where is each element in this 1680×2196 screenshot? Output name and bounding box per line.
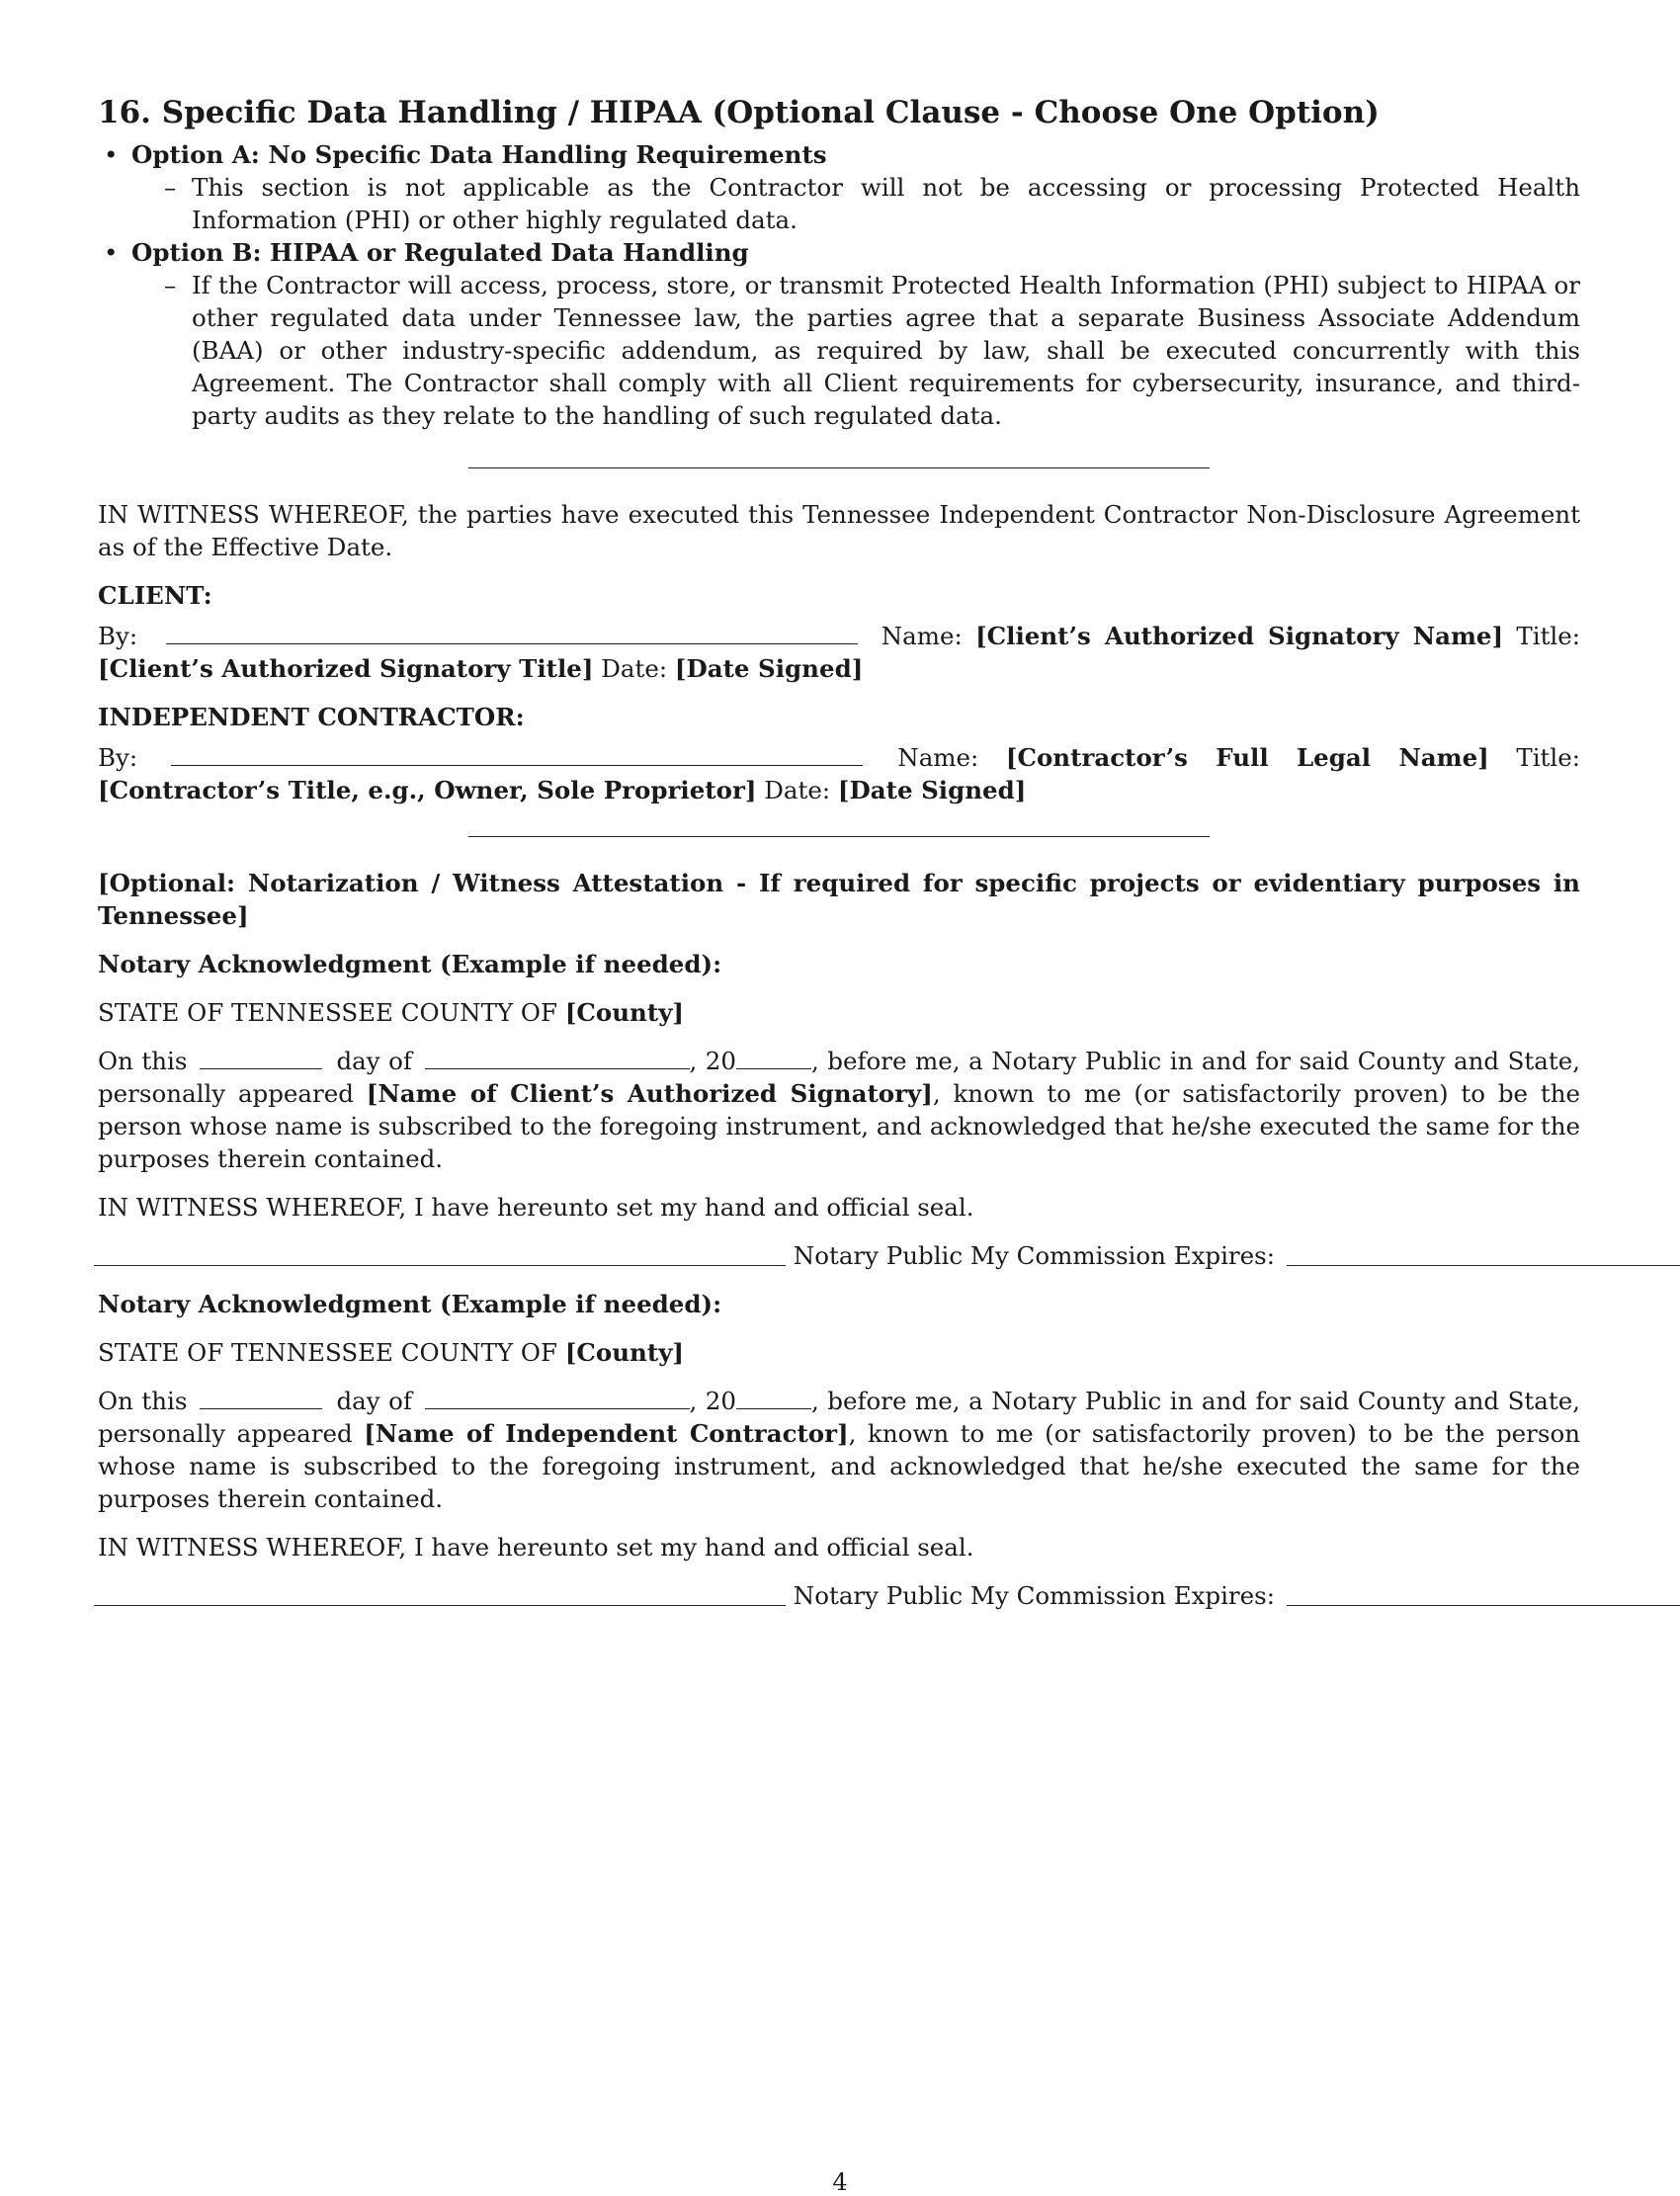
year-blank[interactable] [736, 1047, 811, 1069]
notary-signature-blank[interactable] [94, 1583, 786, 1606]
section-number: 16. [98, 95, 151, 130]
day-blank[interactable] [200, 1047, 322, 1069]
client-signature-line[interactable] [166, 622, 858, 644]
day-blank[interactable] [200, 1387, 322, 1409]
notary-heading: Notary Acknowledgment (Example if needed): [98, 1290, 722, 1318]
optional-heading: [Optional: Notarization / Witness Attestation - If required for specific projects or evidentiary purposes in Tennessee] [98, 869, 1580, 930]
year-blank[interactable] [736, 1387, 811, 1409]
option-a [131, 138, 1580, 236]
contractor-heading: INDEPENDENT CONTRACTOR: [98, 703, 525, 731]
client-title: [Client’s Authorized Signatory Title] [98, 654, 594, 683]
notary-state-line: STATE OF TENNESSEE COUNTY OF [County] [98, 1338, 685, 1367]
month-blank[interactable] [425, 1387, 690, 1409]
option-b-text: – If the Contractor will access, process, store, or transmit Protected Health Information (PHI) subject to HIPAA or other regulated data under Tennessee law, the parties agree that a separate Business Associate Addendum (BAA) or other industry-specific addendum, as required by law, shall be executed concurrently with this Agreement. The Contractor shall comply with all Client requirements for cybersecurity, insurance, and third-party audits as they relate to the handling of such regulated data. [192, 269, 1580, 432]
notary-heading: Notary Acknowledgment (Example if needed): [98, 950, 722, 978]
notary-seal: IN WITNESS WHEREOF, I have hereunto set my hand and official seal. [98, 1193, 974, 1222]
notary-signature-line: Notary Public My Commission Expires: [94, 1579, 1580, 1612]
notary-signature-line: Notary Public My Commission Expires: [94, 1239, 1580, 1272]
notary-body: On this day of , 20 , before me, a Notary Public in and for said County and State, personally appeared [Name of Client’s Authorized Signatory], known to me (or satisfactorily proven) to be the person whose name is subscribed to the foregoing instrument, and acknowledged that he/she executed the same for the purposes therein contained. [98, 1047, 1581, 1173]
contractor-date: [Date Signed] [837, 776, 1027, 804]
witness-intro: IN WITNESS WHEREOF, the parties have executed this Tennessee Independent Contractor Non-Disclosure Agreement as of the Effective Date. [98, 500, 1580, 561]
divider [468, 467, 1210, 468]
client-date: [Date Signed] [674, 654, 864, 683]
client-signature-block: By: Name: [Client’s Authorized Signatory Name] Title: [Client’s Authorized Signatory Title] Date: [Date Signed] [98, 622, 1581, 683]
option-a-text: – This section is not applicable as the Contractor will not be accessing or processing Protected Health Information (PHI) or other highly regulated data. [192, 171, 1580, 236]
month-blank[interactable] [425, 1047, 690, 1069]
option-a-label: Option A: No Specific Data Handling Requirements [131, 140, 827, 169]
options-list [98, 138, 1580, 432]
commission-expires-blank[interactable] [1287, 1583, 1680, 1606]
notary-seal: IN WITNESS WHEREOF, I have hereunto set my hand and official seal. [98, 1533, 974, 1562]
document-page [98, 93, 1580, 1628]
section-title: Specific Data Handling / HIPAA (Optional Clause - Choose One Option) [161, 95, 1380, 130]
notary-party: [Name of Independent Contractor] [364, 1419, 849, 1448]
contractor-signature-block: By: Name: [Contractor’s Full Legal Name] Title: [Contractor’s Title, e.g., Owner, Sole Proprietor] Date: [Date Signed] [98, 743, 1580, 804]
notary-party: [Name of Client’s Authorized Signatory] [366, 1079, 933, 1108]
notary-state-line: STATE OF TENNESSEE COUNTY OF [County] [98, 998, 685, 1027]
notary-body: On this day of , 20 , before me, a Notary Public in and for said County and State, personally appeared [Name of Independent Contractor], known to me (or satisfactorily proven) to be the person whose name is subscribed to the foregoing instrument, and acknowledged that he/she executed the same for the purposes therein contained. [98, 1387, 1581, 1513]
option-b-label: Option B: HIPAA or Regulated Data Handling [131, 238, 749, 267]
section-heading [98, 93, 1580, 132]
option-b [131, 236, 1580, 432]
client-name: [Client’s Authorized Signatory Name] [975, 622, 1504, 650]
divider [468, 836, 1210, 837]
page-number: 4 [832, 2168, 848, 2196]
notary-signature-blank[interactable] [94, 1243, 786, 1266]
commission-expires-blank[interactable] [1287, 1243, 1680, 1266]
contractor-name: [Contractor’s Full Legal Name] [1005, 743, 1489, 772]
contractor-title: [Contractor’s Title, e.g., Owner, Sole Proprietor] [98, 776, 757, 804]
contractor-signature-line[interactable] [171, 743, 863, 766]
client-heading: CLIENT: [98, 581, 212, 610]
